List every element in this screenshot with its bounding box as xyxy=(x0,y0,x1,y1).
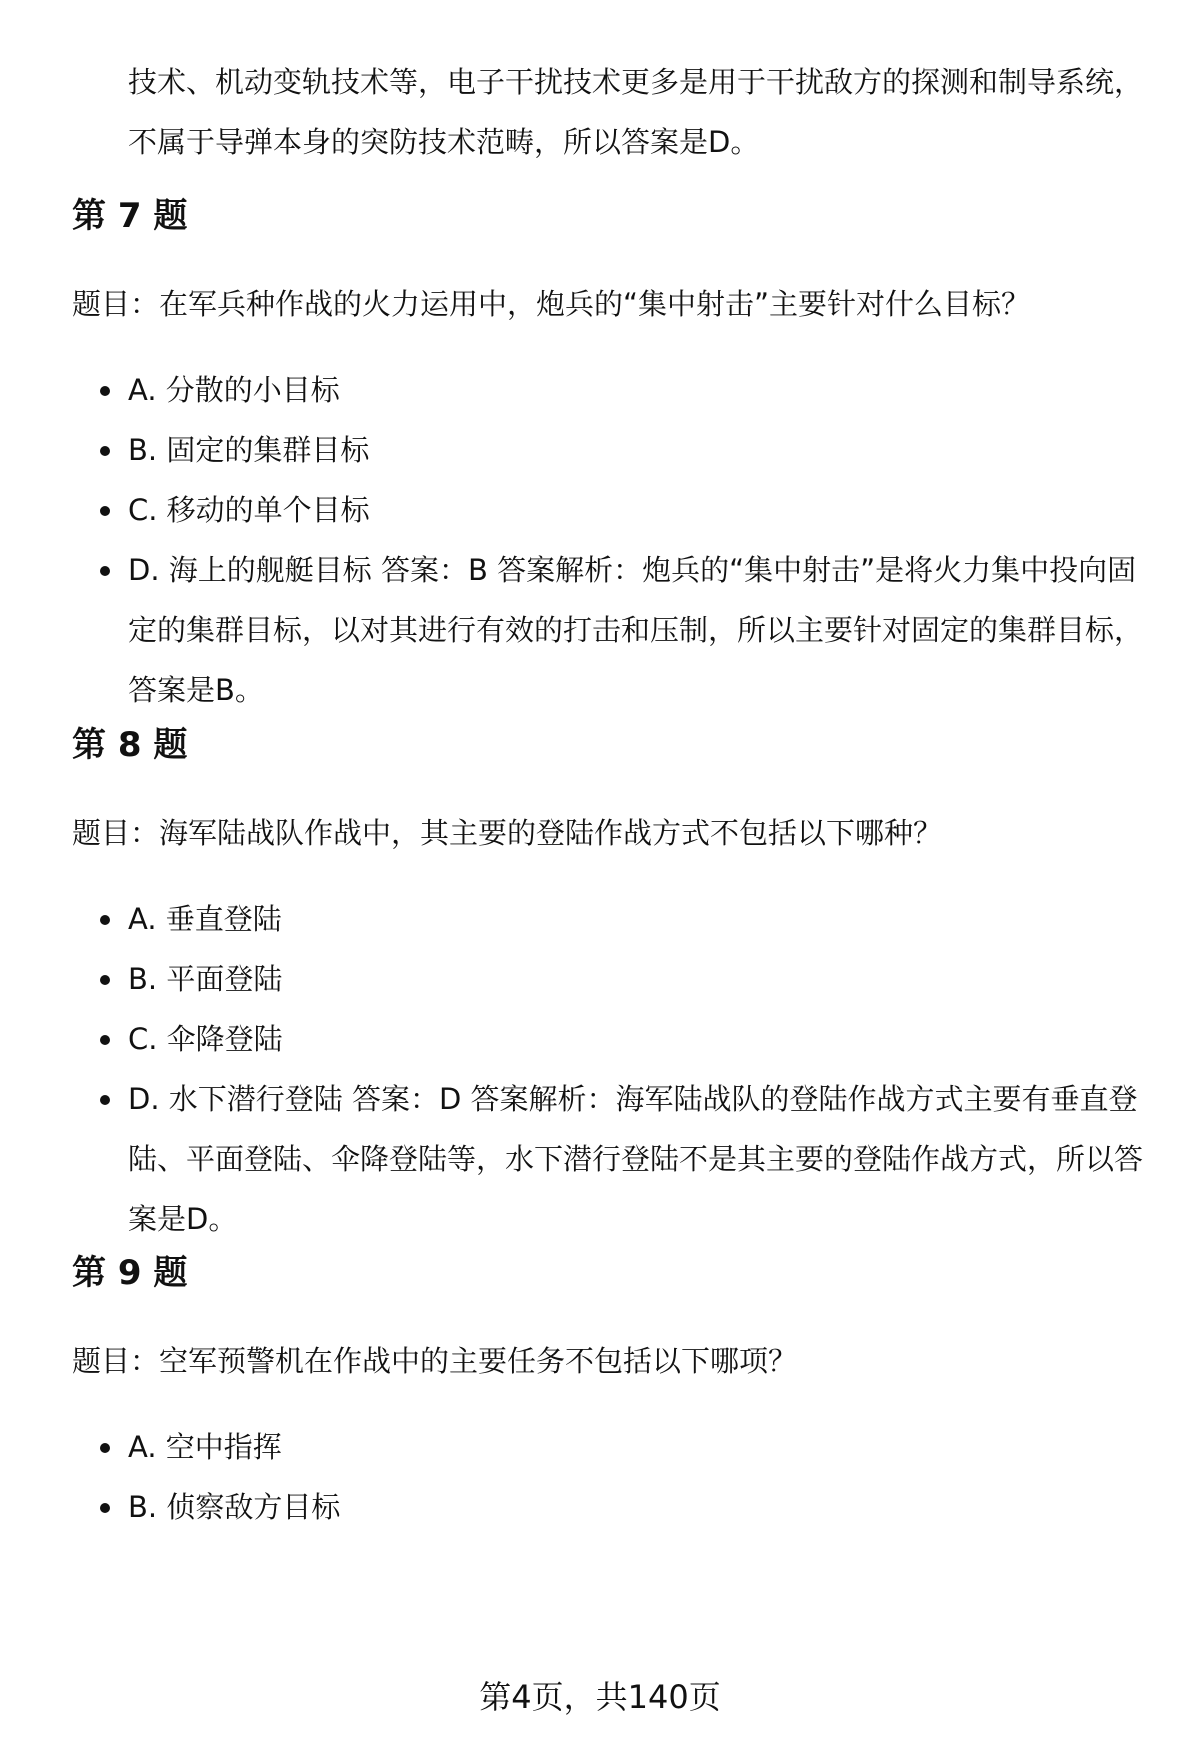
bullet-icon xyxy=(100,1035,110,1045)
option-text: A. 分散的小目标 xyxy=(128,373,340,407)
option-d-with-answer xyxy=(72,540,1162,720)
page-number-footer: 第4页，共140页 xyxy=(479,1678,721,1716)
question-text: 题目：海军陆战队作战中，其主要的登陆作战方式不包括以下哪种？ xyxy=(72,816,943,850)
option-text: B. 平面登陆 xyxy=(128,962,283,996)
option-text: B. 固定的集群目标 xyxy=(128,433,370,467)
bullet-icon xyxy=(100,446,110,456)
option-b xyxy=(72,420,1162,480)
question-heading: 第 7 题 xyxy=(72,196,188,236)
option-text: A. 垂直登陆 xyxy=(128,902,282,936)
option-a xyxy=(72,360,1162,420)
bullet-icon xyxy=(100,506,110,516)
option-text: C. 移动的单个目标 xyxy=(128,493,370,527)
question-9 xyxy=(72,1253,1162,1537)
question-heading: 第 8 题 xyxy=(72,725,188,765)
option-list xyxy=(72,889,1162,1249)
option-text: B. 侦察敌方目标 xyxy=(128,1490,341,1524)
option-text: D. 水下潜行登陆 答案：D 答案解析：海军陆战队的登陆作战方式主要有垂直登陆、平面登陆、伞降登陆等，水下潜行登陆不是其主要的登陆作战方式，所以答案是D。 xyxy=(128,1082,1144,1236)
question-8 xyxy=(72,725,1162,1249)
option-list xyxy=(72,1417,1162,1537)
question-heading: 第 9 题 xyxy=(72,1253,188,1293)
option-list xyxy=(72,360,1162,720)
option-b xyxy=(72,949,1162,1009)
bullet-icon xyxy=(100,566,110,576)
bullet-icon xyxy=(100,1503,110,1513)
option-text: A. 空中指挥 xyxy=(128,1430,282,1464)
option-c xyxy=(72,480,1162,540)
option-d-with-answer xyxy=(72,1069,1162,1249)
option-b xyxy=(72,1477,1162,1537)
option-text: D. 海上的舰艇目标 答案：B 答案解析：炮兵的“集中射击”是将火力集中投向固定的集群目标，以对其进行有效的打击和压制，所以主要针对固定的集群目标，答案是B。 xyxy=(128,553,1144,707)
bullet-icon xyxy=(100,386,110,396)
bullet-icon xyxy=(100,1443,110,1453)
bullet-icon xyxy=(100,1095,110,1105)
option-a xyxy=(72,1417,1162,1477)
bullet-icon xyxy=(100,975,110,985)
option-c xyxy=(72,1009,1162,1069)
option-a xyxy=(72,889,1162,949)
previous-answer-continuation: 技术、机动变轨技术等，电子干扰技术更多是用于干扰敌方的探测和制导系统，不属于导弹本身的突防技术范畴，所以答案是D。 xyxy=(128,65,1144,159)
option-text: C. 伞降登陆 xyxy=(128,1022,283,1056)
question-7 xyxy=(72,196,1162,720)
question-text: 题目：空军预警机在作战中的主要任务不包括以下哪项？ xyxy=(72,1344,798,1378)
question-text: 题目：在军兵种作战的火力运用中，炮兵的“集中射击”主要针对什么目标？ xyxy=(72,287,1031,321)
bullet-icon xyxy=(100,915,110,925)
